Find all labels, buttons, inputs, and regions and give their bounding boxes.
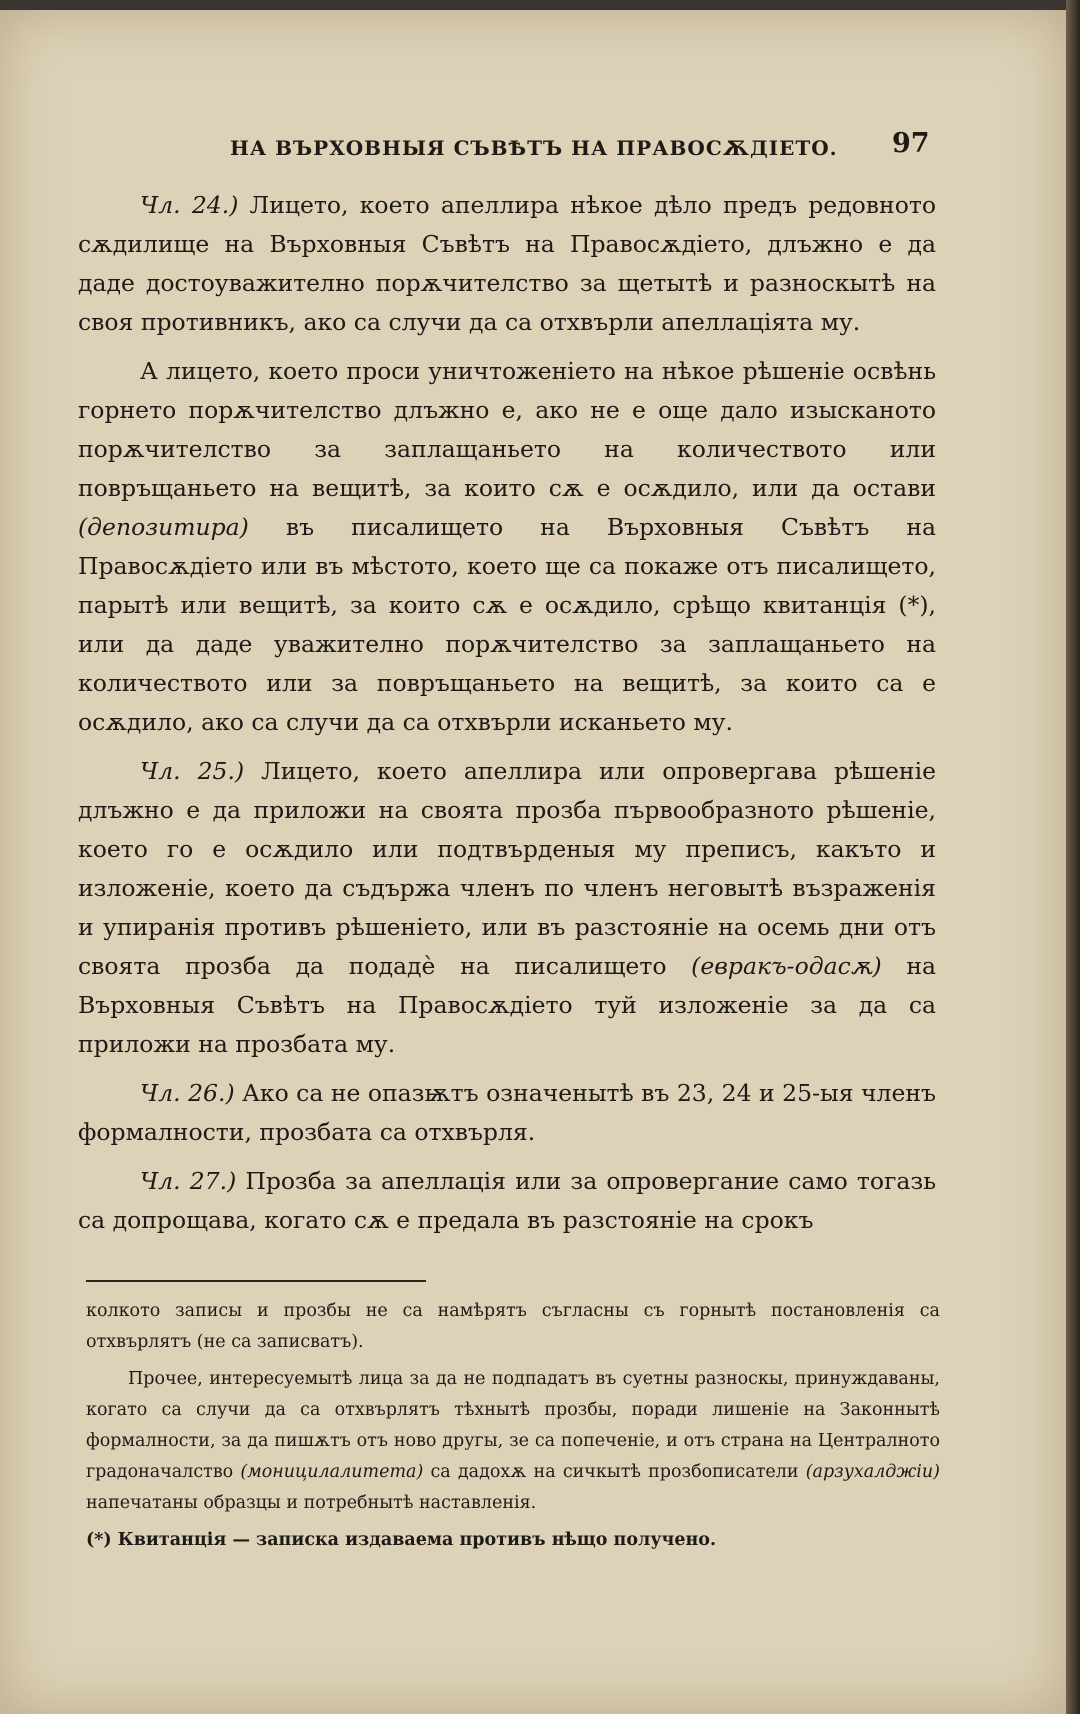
book-spine [1066, 0, 1080, 1714]
italic-term: (депозитира) [78, 513, 249, 541]
article-label: Чл. 27.) [140, 1167, 237, 1195]
paragraph-text: А лицето, което проси уничтоженіето на нѣкое рѣшеніе освѣнь горнето порѫчителство длъжно е, ако не е още дало изысканото порѫчителство за заплащаньето на количеството или повръщаньето на вещитѣ, за които сѫ е осѫдило, или да остави [78, 357, 936, 502]
article-label: Чл. 24.) [140, 191, 239, 219]
paragraph-article-24 [78, 186, 936, 342]
page-header [230, 128, 930, 168]
paragraph-article-27 [78, 1162, 936, 1240]
footnote-divider [86, 1280, 426, 1282]
footnote-star: (*) Квитанція — записка издавaема противъ нѣщо получено. [86, 1530, 717, 1550]
running-title: НА ВЪРХОВНЫЯ СЪВѢТЪ НА ПРАВОСѪДІЕТО. [230, 136, 838, 160]
article-label: Чл. 25.) [140, 757, 245, 785]
page-number: 97 [892, 128, 930, 159]
italic-term: (арзухалджіи) [805, 1462, 940, 1482]
footnote-text: са дадохѫ на сичкытѣ прозбописатели [423, 1462, 806, 1482]
footnote-text: напечатаны образцы и потребнытѣ наставленія. [86, 1493, 537, 1513]
article-label: Чл. 26.) [140, 1079, 235, 1107]
footnote-text: Прочее, интересуемытѣ лица за да не подпадатъ въ суетны разноскы, принуждаваны, когато са случи да са отхвърлятъ тѣхнытѣ прозбы, поради лишеніе на Законнытѣ формалности, за да пишѫтъ отъ ново другы, зе са попеченіе, и отъ страна на Централното градоначалство [86, 1369, 940, 1482]
italic-term: (моницилалитета) [240, 1462, 424, 1482]
footnote-note [86, 1364, 940, 1519]
paragraph-text: Лицето, което апеллира нѣкое дѣло предъ редовното сѫдилище на Върховныя Съвѣтъ на Правосѫдіето, длъжно е да даде достоуважително порѫчителство за щетытѣ и разноскытѣ на своя противникъ, ако са случи да са отхвърли апеллаціята му. [78, 191, 936, 336]
paragraph-article-26 [78, 1074, 936, 1152]
paragraph-text: Ако са не опазѭтъ означенытѣ въ 23, 24 и 25-ыя членъ формалности, прозбата са отхвърля. [78, 1079, 936, 1146]
paragraph-text: Лицето, което апеллира или опровергава рѣшеніе длъжно е да приложи на своята прозба първообразното рѣшеніе, което го е осѫдило или подтвърденыя му преписъ, какъто и изложеніе, което да съдържа членъ по членъ неговытѣ възраженія и упиранія противъ рѣшеніето, или въ разстояніе на осемь дни отъ своята прозба да подадѐ на писалището [78, 757, 936, 980]
paragraph-text: Прозба за апеллація или за опровергание само тогазь са допрощава, когато сѫ е предала въ разстояніе на срокъ [78, 1167, 936, 1234]
footnotes [86, 1280, 940, 1562]
top-edge [0, 0, 1080, 10]
paragraph-text: въ писалището на Върховныя Съвѣтъ на Правосѫдіето или въ мѣстото, което ще са покаже отъ писалището, парытѣ или вещитѣ, за които сѫ е осѫдило, срѣщо квитанція (*), или да даде уважително порѫчителство за заплащаньето на количеството или за повръщаньето на вещитѣ, за които са е осѫдило, ако са случи да са отхвърли исканьето му. [78, 513, 936, 736]
main-text [78, 186, 936, 1250]
italic-term: (евракъ-одасѫ) [691, 952, 882, 980]
footnote-continuation: колкото записы и прозбы не са намѣрятъ съгласны съ горнытѣ постановленія са отхвърлятъ (не са записватъ). [86, 1301, 940, 1352]
book-page [0, 10, 1066, 1714]
paragraph-annulment [78, 352, 936, 742]
paragraph-text: на Върховныя Съвѣтъ на Правосѫдіето туй изложеніе за да са приложи на прозбата му. [78, 952, 936, 1058]
paragraph-article-25 [78, 752, 936, 1064]
